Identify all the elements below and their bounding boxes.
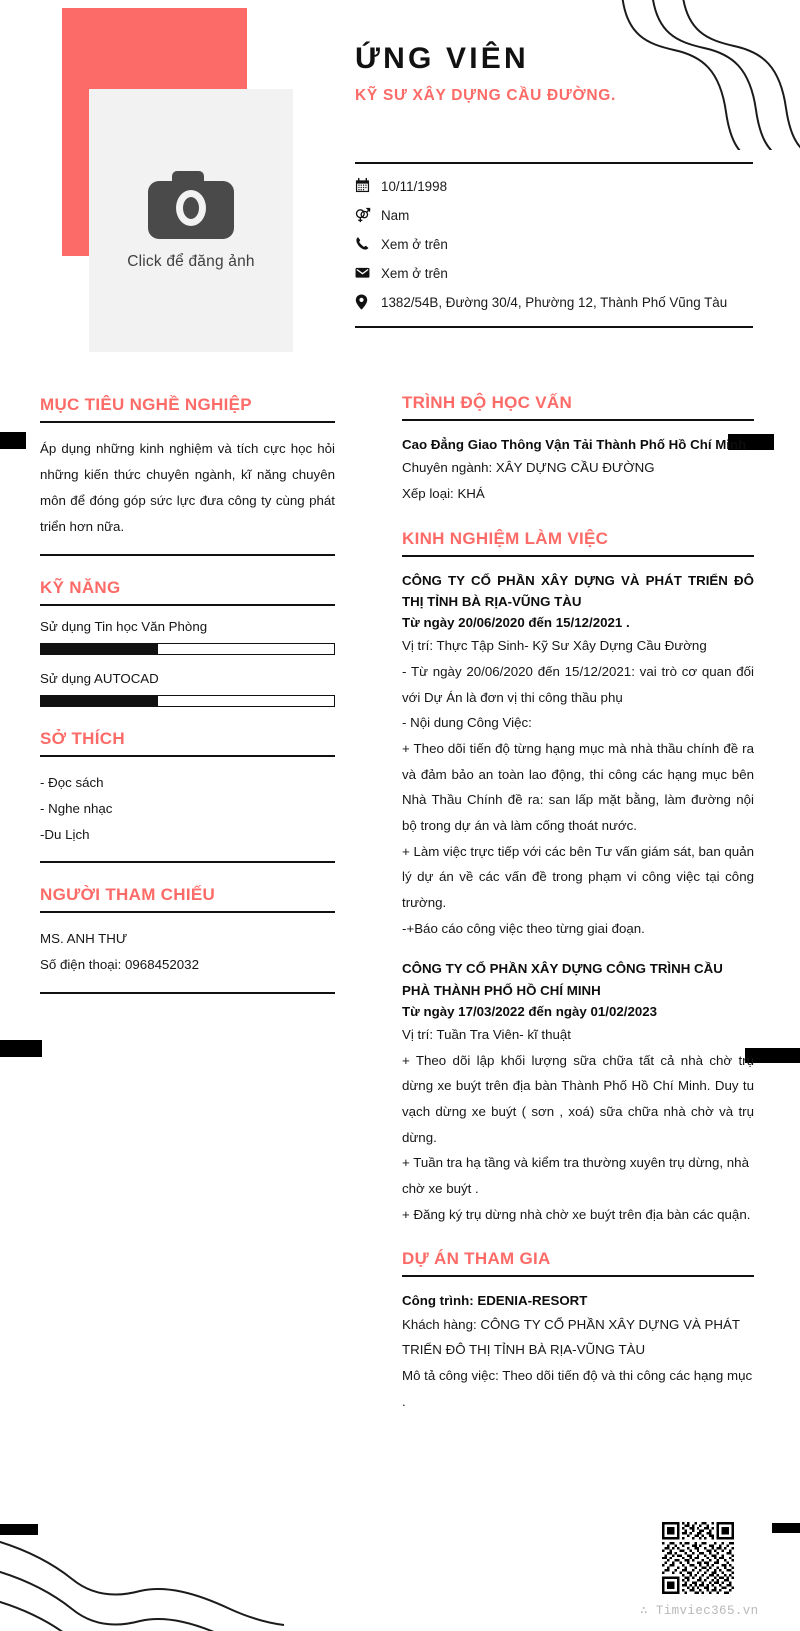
objective-text: Áp dụng những kinh nghiệm và tích cực học hỏi những kiến thức chuyên ngành, kĩ năng chuyên môn để đóng góp sức lực đưa công ty cùng phát triển hơn nữa. xyxy=(40,441,335,534)
reference-name: MS. ANH THƯ xyxy=(40,931,128,947)
education-school: Cao Đẳng Giao Thông Vận Tải Thành Phố Hồ Chí Minh xyxy=(402,437,747,452)
divider xyxy=(402,1275,754,1277)
project-client: Khách hàng: CÔNG TY CỔ PHẦN XÂY DỰNG VÀ PHÁT TRIỂN ĐÔ THỊ TỈNH BÀ RỊA-VŨNG TÀU xyxy=(402,1316,740,1358)
hobby-item: - Đọc sách xyxy=(40,774,104,790)
experience-dates: Từ ngày 17/03/2022 đến ngày 01/02/2023 xyxy=(402,1003,658,1019)
skill-item xyxy=(40,619,335,655)
contact-info xyxy=(355,162,753,328)
contact-email: Xem ở trên xyxy=(381,266,448,282)
left-column xyxy=(40,395,335,1016)
experience-title: KINH NGHIỆM LÀM VIỆC xyxy=(402,528,609,548)
email-icon xyxy=(355,264,381,280)
section-objective xyxy=(40,395,335,556)
experience-detail: + Đăng ký trụ dừng nhà chờ xe buýt trên địa bàn các quận. xyxy=(402,1206,751,1222)
qr-code xyxy=(662,1522,734,1594)
skill-item xyxy=(40,671,335,707)
photo-upload-label: Click để đăng ảnh xyxy=(127,252,255,270)
reference-phone: Số điện thoại: 0968452032 xyxy=(40,957,199,973)
camera-icon xyxy=(148,171,234,239)
section-education xyxy=(402,393,754,507)
gender-icon xyxy=(355,206,381,223)
decorative-waves-bottom-left xyxy=(0,1451,300,1631)
experience-position: Vị trí: Thực Tập Sinh- Kỹ Sư Xây Dựng Cầu Đường xyxy=(402,638,707,654)
section-projects xyxy=(402,1249,754,1414)
objective-title: MỤC TIÊU NGHỀ NGHIỆP xyxy=(40,395,252,414)
candidate-name: ỨNG VIÊN xyxy=(355,42,529,75)
divider xyxy=(40,861,335,863)
divider xyxy=(40,992,335,994)
redaction-mark xyxy=(0,432,26,449)
redaction-mark xyxy=(0,1524,38,1535)
experience-detail: -+Báo cáo công việc theo từng giai đoạn. xyxy=(402,920,645,936)
skill-label: Sử dụng Tin học Văn Phòng xyxy=(40,618,208,634)
section-references xyxy=(40,885,335,994)
contact-address: 1382/54B, Đường 30/4, Phường 12, Thành Phố Vũng Tàu xyxy=(381,295,728,311)
hobby-item: - Nghe nhạc xyxy=(40,800,113,816)
education-major: Chuyên ngành: XÂY DỰNG CẦU ĐƯỜNG xyxy=(402,460,655,476)
divider xyxy=(402,555,754,557)
experience-detail: + Tuần tra hạ tầng và kiểm tra thường xuyên trụ dừng, nhà chờ xe buýt . xyxy=(402,1155,749,1196)
phone-icon xyxy=(355,235,381,251)
right-column xyxy=(402,393,754,1436)
project-name: Công trình: EDENIA-RESORT xyxy=(402,1293,588,1309)
projects-title: DỰ ÁN THAM GIA xyxy=(402,1249,551,1269)
references-title: NGƯỜI THAM CHIẾU xyxy=(40,885,216,905)
calendar-icon xyxy=(355,177,381,193)
skill-progress-bar xyxy=(40,643,335,655)
education-title: TRÌNH ĐỘ HỌC VẤN xyxy=(402,393,573,412)
contact-gender: Nam xyxy=(381,208,410,224)
contact-row-address xyxy=(355,293,753,313)
contact-row-gender xyxy=(355,206,753,226)
experience-detail: + Theo dõi lập khối lượng sữa chữa tất cả nhà chờ trụ dừng xe buýt trên địa bàn Thành Phố Hồ Chí Minh. Duy tu vạch dừng xe buýt ( sơn , xoá) sữa chữa nhà chờ và trụ dừng. xyxy=(402,1052,754,1145)
experience-item xyxy=(402,570,754,942)
divider xyxy=(40,421,335,423)
divider xyxy=(40,604,335,606)
experience-company: CÔNG TY CỔ PHẦN XÂY DỰNG VÀ PHÁT TRIỂN ĐÔ THỊ TỈNH BÀ RỊA-VŨNG TÀU xyxy=(402,572,754,609)
contact-row-birthdate xyxy=(355,177,753,197)
experience-company: CÔNG TY CỔ PHẦN XÂY DỰNG CÔNG TRÌNH CẦU PHÀ THÀNH PHỐ HỒ CHÍ MINH xyxy=(402,961,723,998)
redaction-mark xyxy=(0,1040,42,1057)
contact-phone: Xem ở trên xyxy=(381,237,448,253)
redaction-mark xyxy=(772,1523,800,1533)
site-watermark: ∴ Timviec365.vn xyxy=(640,1604,759,1618)
location-icon xyxy=(355,293,381,310)
experience-dates: Từ ngày 20/06/2020 đến 15/12/2021 . xyxy=(402,615,630,631)
divider xyxy=(40,911,335,913)
hobby-item: -Du Lịch xyxy=(40,826,90,842)
hobbies-title: SỞ THÍCH xyxy=(40,728,125,748)
skill-label: Sử dụng AUTOCAD xyxy=(40,670,159,686)
experience-detail: + Theo dõi tiến độ từng hạng mục mà nhà thầu chính đề ra và đảm bảo an toàn lao động, thi công các hạng mục bên Nhà Thầu Chính đề ra: san lấp mặt bằng, làm đường nội bộ trong dự án và làm cống thoát nước. xyxy=(402,741,754,833)
header xyxy=(355,42,755,105)
section-experience xyxy=(402,529,754,1228)
section-hobbies xyxy=(40,729,335,864)
experience-detail: - Nội dung Công Việc: xyxy=(402,715,532,731)
contact-birthdate: 10/11/1998 xyxy=(381,179,448,194)
skill-progress-bar xyxy=(40,695,335,707)
divider xyxy=(40,554,335,556)
contact-row-phone xyxy=(355,235,753,255)
candidate-role: KỸ SƯ XÂY DỰNG CẦU ĐƯỜNG. xyxy=(355,86,617,104)
contact-row-email xyxy=(355,264,753,284)
section-skills xyxy=(40,578,335,707)
skills-title: KỸ NĂNG xyxy=(40,577,121,597)
experience-detail: - Từ ngày 20/06/2020 đến 15/12/2021: vai trò cơ quan đối với Dự Án là đơn vị thi công thầu phụ xyxy=(402,664,754,705)
photo-upload-area[interactable] xyxy=(89,89,293,352)
experience-detail: + Làm việc trực tiếp với các bên Tư vấn giám sát, ban quản lý dự án về các vấn đề trong phạm vi công việc tại công trường. xyxy=(402,843,754,910)
divider xyxy=(402,419,754,421)
education-grade: Xếp loại: KHÁ xyxy=(402,485,485,501)
project-item xyxy=(402,1290,754,1414)
skill-progress-fill xyxy=(41,644,158,654)
skill-progress-fill xyxy=(41,696,158,706)
experience-item xyxy=(402,958,754,1227)
project-description: Mô tả công việc: Theo dõi tiến độ và thi công các hạng mục . xyxy=(402,1367,753,1409)
divider xyxy=(40,755,335,757)
experience-position: Vị trí: Tuần Tra Viên- kĩ thuật xyxy=(402,1027,572,1043)
